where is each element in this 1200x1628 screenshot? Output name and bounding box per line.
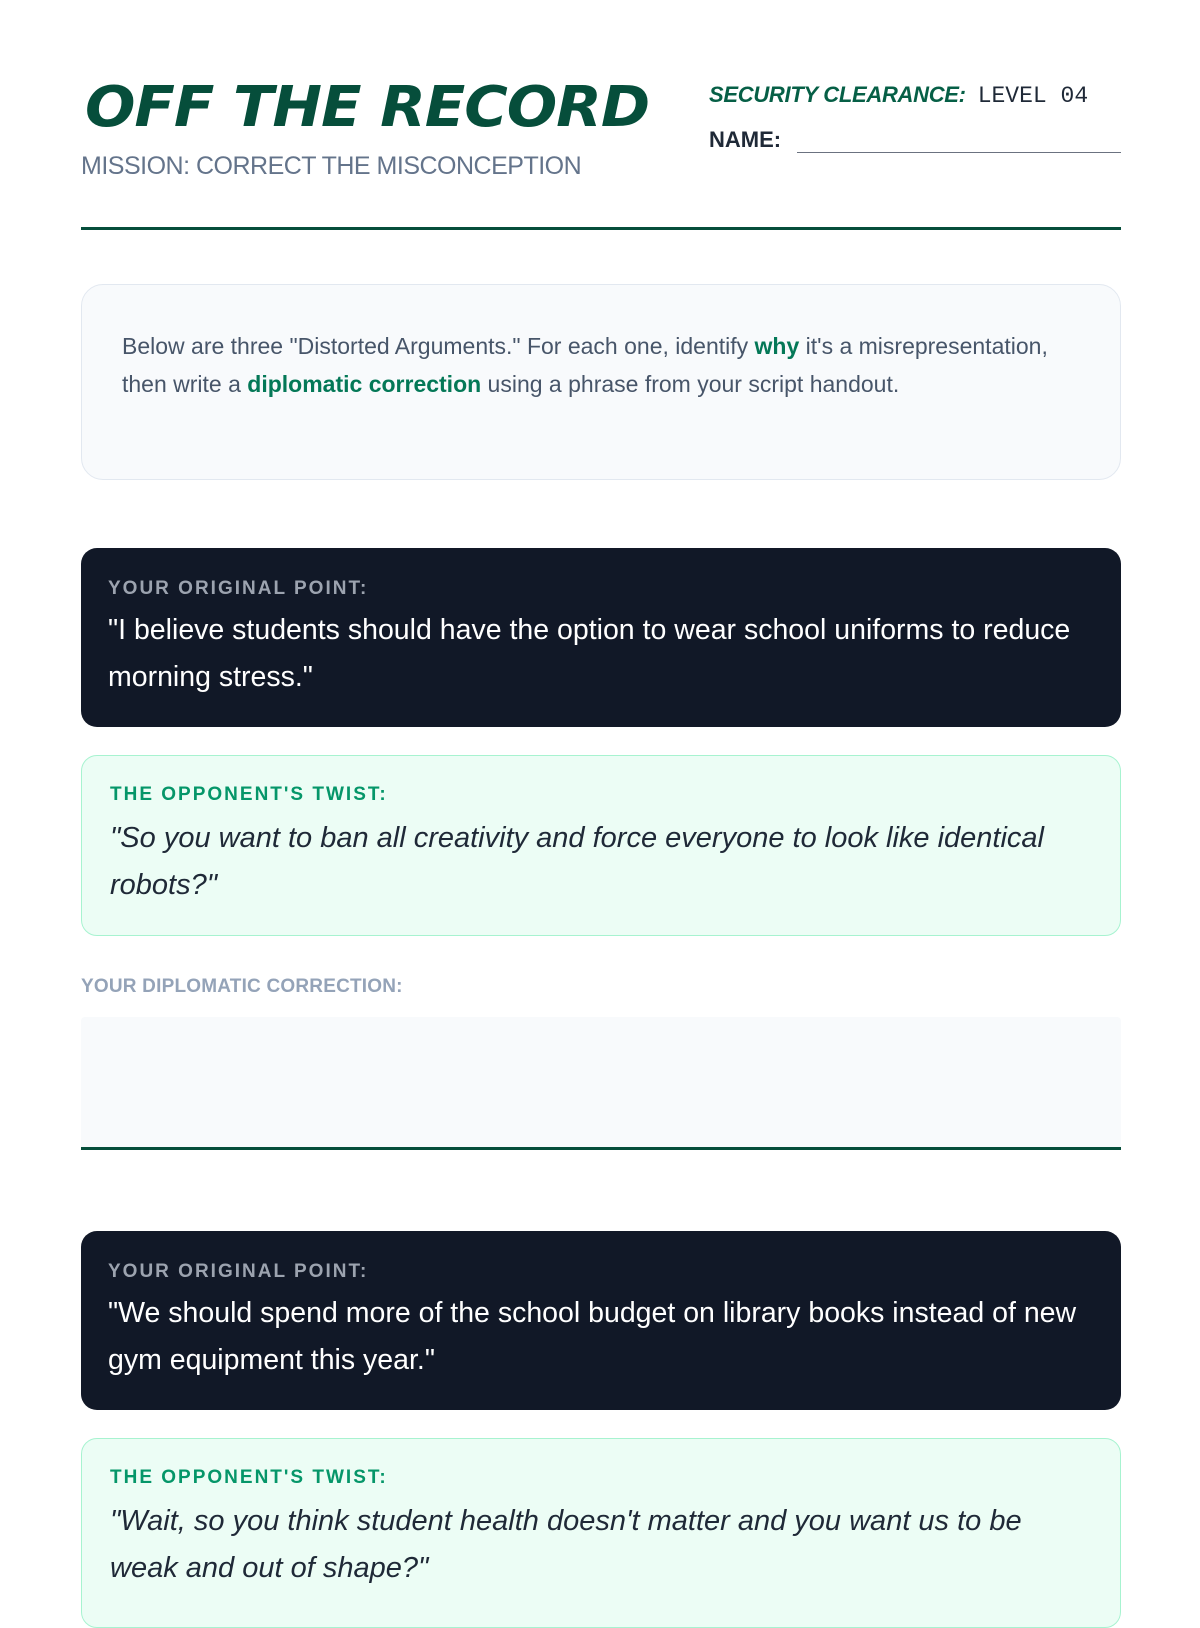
name-label: NAME: xyxy=(709,127,782,152)
opponent-twist-card xyxy=(81,755,1121,936)
original-point-text: "I believe students should have the option to wear school uniforms to reduce morning stress." xyxy=(108,614,1071,693)
opponent-twist-label: THE OPPONENT'S TWIST: xyxy=(110,1467,388,1488)
original-point-card xyxy=(81,548,1121,727)
instructions-highlight-why: why xyxy=(754,333,800,359)
page-title: OFF THE RECORD xyxy=(85,75,650,140)
opponent-twist-label: THE OPPONENT'S TWIST: xyxy=(110,784,388,805)
correction-input[interactable] xyxy=(81,1017,1121,1150)
header-divider xyxy=(81,227,1121,230)
original-point-text: "We should spend more of the school budget on library books instead of new gym equipment this year." xyxy=(108,1297,1077,1376)
original-point-card xyxy=(81,1231,1121,1410)
clearance-label: SECURITY CLEARANCE: xyxy=(709,82,966,107)
instructions-highlight-correction: diplomatic correction xyxy=(247,371,482,397)
correction-label: YOUR DIPLOMATIC CORRECTION: xyxy=(81,976,403,997)
clearance-value: LEVEL 04 xyxy=(977,83,1089,109)
page-subtitle: MISSION: CORRECT THE MISCONCEPTION xyxy=(81,152,582,180)
security-clearance xyxy=(709,82,1088,109)
instructions-box xyxy=(81,284,1121,480)
name-row xyxy=(709,122,1121,153)
original-point-label: YOUR ORIGINAL POINT: xyxy=(108,1261,369,1282)
instructions-text: using a phrase from your script handout. xyxy=(481,371,900,397)
original-point-label: YOUR ORIGINAL POINT: xyxy=(108,578,369,599)
name-input[interactable] xyxy=(797,122,1121,153)
opponent-twist-text: "Wait, so you think student health doesn't matter and you want us to be weak and out of shape?" xyxy=(110,1505,1022,1584)
opponent-twist-text: "So you want to ban all creativity and force everyone to look like identical robots?" xyxy=(110,822,1044,901)
instructions-text: it's a misrepresentation, then write a xyxy=(122,333,1048,397)
instructions-text: Below are three "Distorted Arguments." For each one, identify xyxy=(122,333,755,359)
